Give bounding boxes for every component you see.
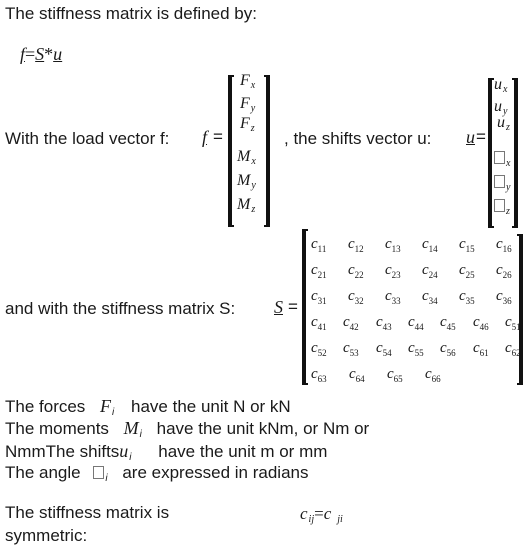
- matrix-cell: $c_{32}$: [348, 288, 364, 306]
- matrix-cell: $c_{35}$: [459, 288, 475, 306]
- shifts-line: NmmThe shiftsu$_i$ have the unit m or mm: [5, 441, 328, 463]
- matrix-cell: $c_{61}$: [473, 340, 489, 358]
- load-vector-left-bracket: [228, 75, 232, 227]
- eq-f: f: [20, 44, 26, 64]
- load-vector-equals: =: [213, 127, 223, 146]
- matrix-cell: $c_{55}$: [408, 340, 424, 358]
- matrix-cell: $c_{64}$: [349, 366, 365, 384]
- shift-entry: z: [494, 198, 510, 217]
- matrix-cell: $c_{42}$: [343, 314, 359, 332]
- moments-symbol: M: [123, 418, 139, 438]
- matrix-cell: $c_{31}$: [311, 288, 327, 306]
- matrix-cell: $c_{12}$: [348, 236, 364, 254]
- load-entry: $F_x$: [240, 72, 256, 91]
- missing-glyph-icon: [494, 175, 505, 188]
- missing-glyph-icon: [494, 151, 505, 164]
- matrix-cell: $c_{53}$: [343, 340, 359, 358]
- load-entry: $M_y$: [237, 172, 256, 191]
- load-entry: $F_z$: [240, 115, 255, 134]
- symmetric-equation: $c_{ij}=c$ $_{ji}$: [300, 504, 343, 525]
- matrix-cell: $c_{36}$: [496, 288, 512, 306]
- matrix-cell: $c_{24}$: [422, 262, 438, 280]
- matrix-cell: $c_{52}$: [311, 340, 327, 358]
- forces-line: The forces $F_i$ have the unit N or kN: [5, 396, 291, 418]
- shifts-vector-symbol: u: [466, 127, 475, 147]
- matrix-cell: $c_{56}$: [440, 340, 456, 358]
- moments-line: The moments $M_i$ have the unit kNm, or Nm or: [5, 418, 370, 440]
- missing-glyph-icon: [93, 466, 104, 479]
- shift-entry: $u_z$: [497, 114, 510, 133]
- matrix-cell: $c_{62}$: [505, 340, 521, 358]
- definition-equation: [20, 44, 62, 65]
- matrix-cell: $c_{25}$: [459, 262, 475, 280]
- symmetric-line1: The stiffness matrix is: [5, 503, 170, 522]
- matrix-cell: $c_{26}$: [496, 262, 512, 280]
- matrix-cell: $c_{45}$: [440, 314, 456, 332]
- matrix-cell: $c_{51}$: [505, 314, 521, 332]
- angle-line: The angle $_i$ are expressed in radians: [5, 463, 309, 484]
- shift-entry: $u_y$: [494, 98, 508, 117]
- matrix-cell: $c_{65}$: [387, 366, 403, 384]
- matrix-cell: $c_{16}$: [496, 236, 512, 254]
- stiffness-matrix-equals: =: [288, 297, 298, 316]
- matrix-cell: $c_{21}$: [311, 262, 327, 280]
- matrix-right-bracket: [519, 234, 523, 385]
- shifts-vector-right-bracket: [514, 78, 518, 228]
- matrix-cell: $c_{44}$: [408, 314, 424, 332]
- eq-star: *: [44, 44, 54, 64]
- shift-entry: y: [494, 174, 510, 193]
- eq-S: S: [35, 44, 45, 64]
- matrix-cell: $c_{33}$: [385, 288, 401, 306]
- matrix-cell: $c_{13}$: [385, 236, 401, 254]
- missing-glyph-icon: [494, 199, 505, 212]
- matrix-cell: $c_{34}$: [422, 288, 438, 306]
- shift-entry: $u_x$: [494, 76, 508, 95]
- matrix-cell: $c_{54}$: [376, 340, 392, 358]
- matrix-left-bracket: [302, 229, 306, 385]
- matrix-cell: $c_{63}$: [311, 366, 327, 384]
- matrix-cell: $c_{14}$: [422, 236, 438, 254]
- matrix-cell: $c_{11}$: [311, 236, 327, 254]
- stiffness-matrix-symbol: S: [274, 297, 283, 317]
- load-entry: $M_z$: [237, 196, 256, 215]
- shifts-symbol: u: [119, 441, 129, 461]
- matrix-cell: $c_{41}$: [311, 314, 327, 332]
- shifts-vector-left-bracket: [488, 78, 492, 228]
- matrix-cell: $c_{15}$: [459, 236, 475, 254]
- heading: The stiffness matrix is defined by:: [5, 4, 257, 23]
- matrix-cell: $c_{43}$: [376, 314, 392, 332]
- forces-symbol: F: [100, 396, 112, 416]
- stiffness-matrix-intro: and with the stiffness matrix S:: [5, 299, 236, 318]
- matrix-cell: $c_{66}$: [425, 366, 441, 384]
- load-entry: $M_x$: [237, 148, 256, 167]
- shifts-vector-intro: , the shifts vector u:: [284, 129, 432, 148]
- load-vector-right-bracket: [266, 75, 270, 227]
- matrix-cell: $c_{23}$: [385, 262, 401, 280]
- load-vector-symbol: f: [202, 127, 208, 147]
- shift-entry: x: [494, 150, 510, 169]
- eq-equals: =: [25, 44, 36, 64]
- eq-u: u: [53, 44, 63, 64]
- symmetric-line2: symmetric:: [5, 526, 88, 545]
- shifts-vector-equals: =: [476, 127, 486, 146]
- load-entry: $F_y$: [240, 95, 256, 114]
- load-vector-intro: With the load vector f:: [5, 129, 170, 148]
- matrix-cell: $c_{22}$: [348, 262, 364, 280]
- matrix-cell: $c_{46}$: [473, 314, 489, 332]
